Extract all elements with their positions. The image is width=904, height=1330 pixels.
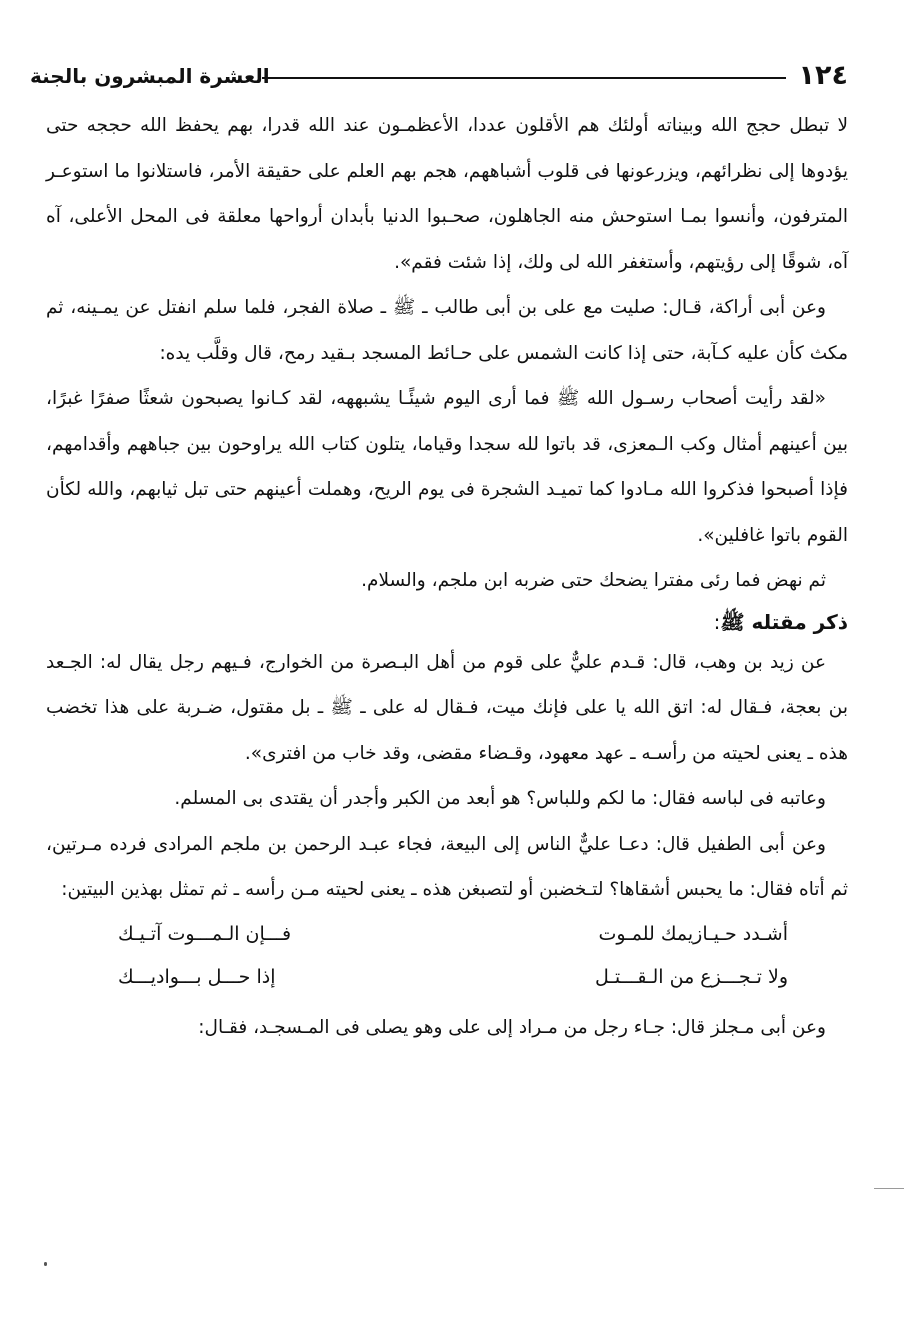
poem-verse xyxy=(46,913,848,956)
poem xyxy=(46,913,848,999)
section-heading-colon: : xyxy=(713,609,721,634)
section-heading-text: ذكر مقتله ﷺ xyxy=(720,609,848,634)
paragraph-continuation: لا تبطل حجج الله وبيناته أولئك هم الأقلون عددا، الأعظمـون عند الله قدرا، بهم يحفظ الله حججه حتى يؤدوها إلى نظرائهم، ويزرعونها فى قلوب أشباههم، هجم بهم العلم على حقيقة الأمر، فاستلانوا ما استوعـر المترفون، وأنسوا بمـا استوحش منه الجاهلون، صحـبوا الدنيا بأبدان أرواحها معلقة فى المحل الأعلى، آه آه، شوقًا إلى رؤيتهم، وأستغفر الله لى ولك، إذا شئت فقم». xyxy=(46,115,848,273)
paragraph-clothing: وعاتبه فى لباسه فقال: ما لكم وللباس؟ هو أبعد من الكبر وأجدر أن يقتدى بى المسلم. xyxy=(174,788,826,809)
paragraph-abi-tufail: وعن أبى الطفيل قال: دعـا عليٌّ الناس إلى البيعة، فجاء عبـد الرحمن بن ملجم المرادى فرده مـرتين، ثم أتاه فقال: ما يحبس أشقاها؟ لتـخضبن أو لتصبغن هذه ـ يعنى لحيته مـن رأسه ـ ثم تمثل بهذين البيتين: xyxy=(46,833,848,900)
poem-second-hemistich: فـــإن الـمـــوت آتـيـك xyxy=(118,922,292,945)
section-heading xyxy=(46,604,848,640)
paragraph-abi-mijlaz: وعن أبى مـجلز قال: جـاء رجل من مـراد إلى على وهو يصلى فى المـسجـد، فقـال: xyxy=(198,1016,826,1038)
scan-speck xyxy=(44,1262,47,1266)
poem-first-hemistich: أشـدد حـيـازيمك للمـوت xyxy=(598,922,788,945)
page-body xyxy=(46,103,848,1050)
paragraph-quote: «لقد رأيت أصحاب رسـول الله ﷺ فما أرى اليوم شيئًـا يشبههه، لقد كـانوا يصبحون شعثًا صفرًا غبرًا، بين أعينهم أمثال وكب الـمعزى، قد باتوا لله سجدا وقياما، يتلون كتاب الله يراوحون بين جباههم وأقدامهم، فإذا أصبحوا فذكروا الله مـادوا كما تميـد الشجرة فى يوم الريح، وهملت أعينهم حتى تبل ثيابهم، والله لكأن القوم باتوا غافلين». xyxy=(46,388,848,546)
page-number: ١٢٤ xyxy=(798,60,848,91)
paragraph-zaid-bin-wahb: عن زيد بن وهب، قال: قـدم عليٌّ على قوم من أهل البـصرة من الخوارج، فـيهم رجل يقال له: الجـعد بن بعجة، فـقال له: اتق الله يا على فإنك ميت، فـقال له على ـ ﷺ ـ بل مقتول، ضـربة على هذا تخضب هذه ـ يعنى لحيته من رأسـه ـ عهد معهود، وقـضاء مقضى، وقد خاب من افترى». xyxy=(46,651,848,764)
poem-first-hemistich: ولا تـجـــزع من الـقـــتـل xyxy=(594,965,788,988)
paragraph-ibn-muljam: ثم نهض فما رئى مفترا يضحك حتى ضربه ابن ملجم، والسلام. xyxy=(361,570,826,591)
poem-verse xyxy=(46,956,848,999)
scan-margin-mark xyxy=(874,1188,904,1189)
poem-second-hemistich: إذا حـــل بـــواديـــك xyxy=(118,965,276,988)
header-rule xyxy=(262,77,786,79)
paragraph-abi-araka: وعن أبى أراكة، قـال: صليت مع على بن أبى طالب ـ ﷺ ـ صلاة الفجر، فلما سلم انفتل عن يمـينه، ثم مكث كأن عليه كـآبة، حتى إذا كانت الشمس على حـائط المسجد بـقيد رمح، قال وقلَّب يده: xyxy=(46,297,848,364)
running-title: العشرة المبشرون بالجنة xyxy=(30,64,270,88)
page-header xyxy=(30,56,848,96)
